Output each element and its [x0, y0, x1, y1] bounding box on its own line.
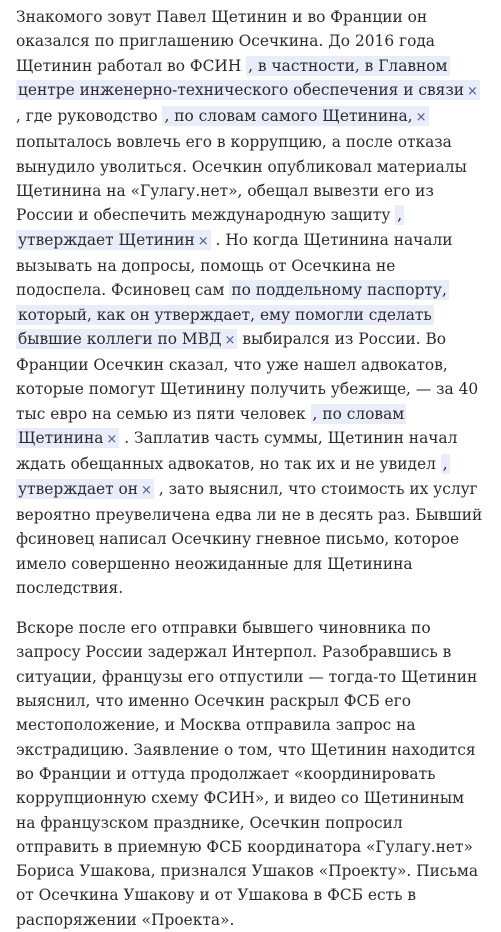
annotation-text: , утверждает Щетинин	[18, 206, 403, 249]
annotation-text: по поддельному паспорту, который, как он утверждает, ему помогли сделать бывшие коллеги по МВД	[18, 281, 447, 348]
text-segment: выбирался из России. Во Франции Осечкин сказал, что уже нашел адвокатов, которые помогут Щетинину получить убежище, — за 40 тыс евро на семью из пяти человек	[16, 329, 479, 423]
close-icon[interactable]: ×	[224, 332, 236, 348]
close-icon[interactable]: ×	[197, 233, 209, 249]
annotation-highlight[interactable]	[162, 106, 428, 126]
text-segment: , зато выяснил, что стоимость их услуг вероятно преувеличена едва ли не в десять раз. Бывший фсиновец написал Осечкину гневное письмо, которое имело совершенно неожиданные для Щетинина последствия.	[16, 479, 483, 597]
annotation-text: , в частности, в Главном центре инженерно-технического обеспечения и связи	[18, 56, 465, 99]
annotation-text: , утверждает он	[18, 455, 448, 498]
paragraph-2	[16, 616, 485, 932]
close-icon[interactable]: ×	[141, 482, 152, 498]
annotation-text: , по словам Щетинина	[18, 404, 405, 448]
paragraph-1	[16, 5, 485, 600]
text-segment: Знакомого зовут Павел Щетинин и во Франции он оказался по приглашению Осечкина. До 2016 года Щетинин работал во ФСИН	[16, 8, 435, 75]
close-icon[interactable]: ×	[106, 432, 118, 448]
close-icon[interactable]: ×	[467, 83, 478, 99]
close-icon[interactable]: ×	[415, 110, 427, 126]
annotation-text: , по словам самого Щетинина,	[164, 107, 413, 126]
text-segment: , где руководство	[16, 107, 163, 126]
text-segment: . Заплатив часть суммы, Щетинин начал ждать обещанных адвокатов, но так их и не увидел	[16, 429, 458, 474]
text-segment: попыталось вовлечь его в коррупцию, а после отказа вынудило уволиться. Осечкин опубликовал материалы Щетинина на «Гулагу.нет», обещал вывезти его из России и обеспечить международную защиту	[16, 133, 467, 225]
text-segment: . Но когда Щетинина начали вызывать на допросы, помощь от Осечкина не подоспела. Фсиновец сам	[16, 230, 453, 300]
text-segment: Вскоре после его отправки бывшего чиновника по запросу России задержал Интерпол. Разобравшись в ситуации, французы его отпустили — тогда-то Щетинин выяснил, что именно Осечкин раскрыл ФСБ его местоположение, и Москва отправила запрос на экстрадицию. Заявление о том, что Щетинин находится во Франции и оттуда продолжает «координировать коррупционную схему ФСИН», и видео со Щетининым на французском празднике, Осечкин попросил отправить в приемную ФСБ координатора «Гулагу.нет» Бориса Ушакова, признался Ушаков «Проекту». Письма от Осечкина Ушакову и от Ушакова в ФСБ есть в распоряжении «Проекта».	[16, 619, 479, 929]
